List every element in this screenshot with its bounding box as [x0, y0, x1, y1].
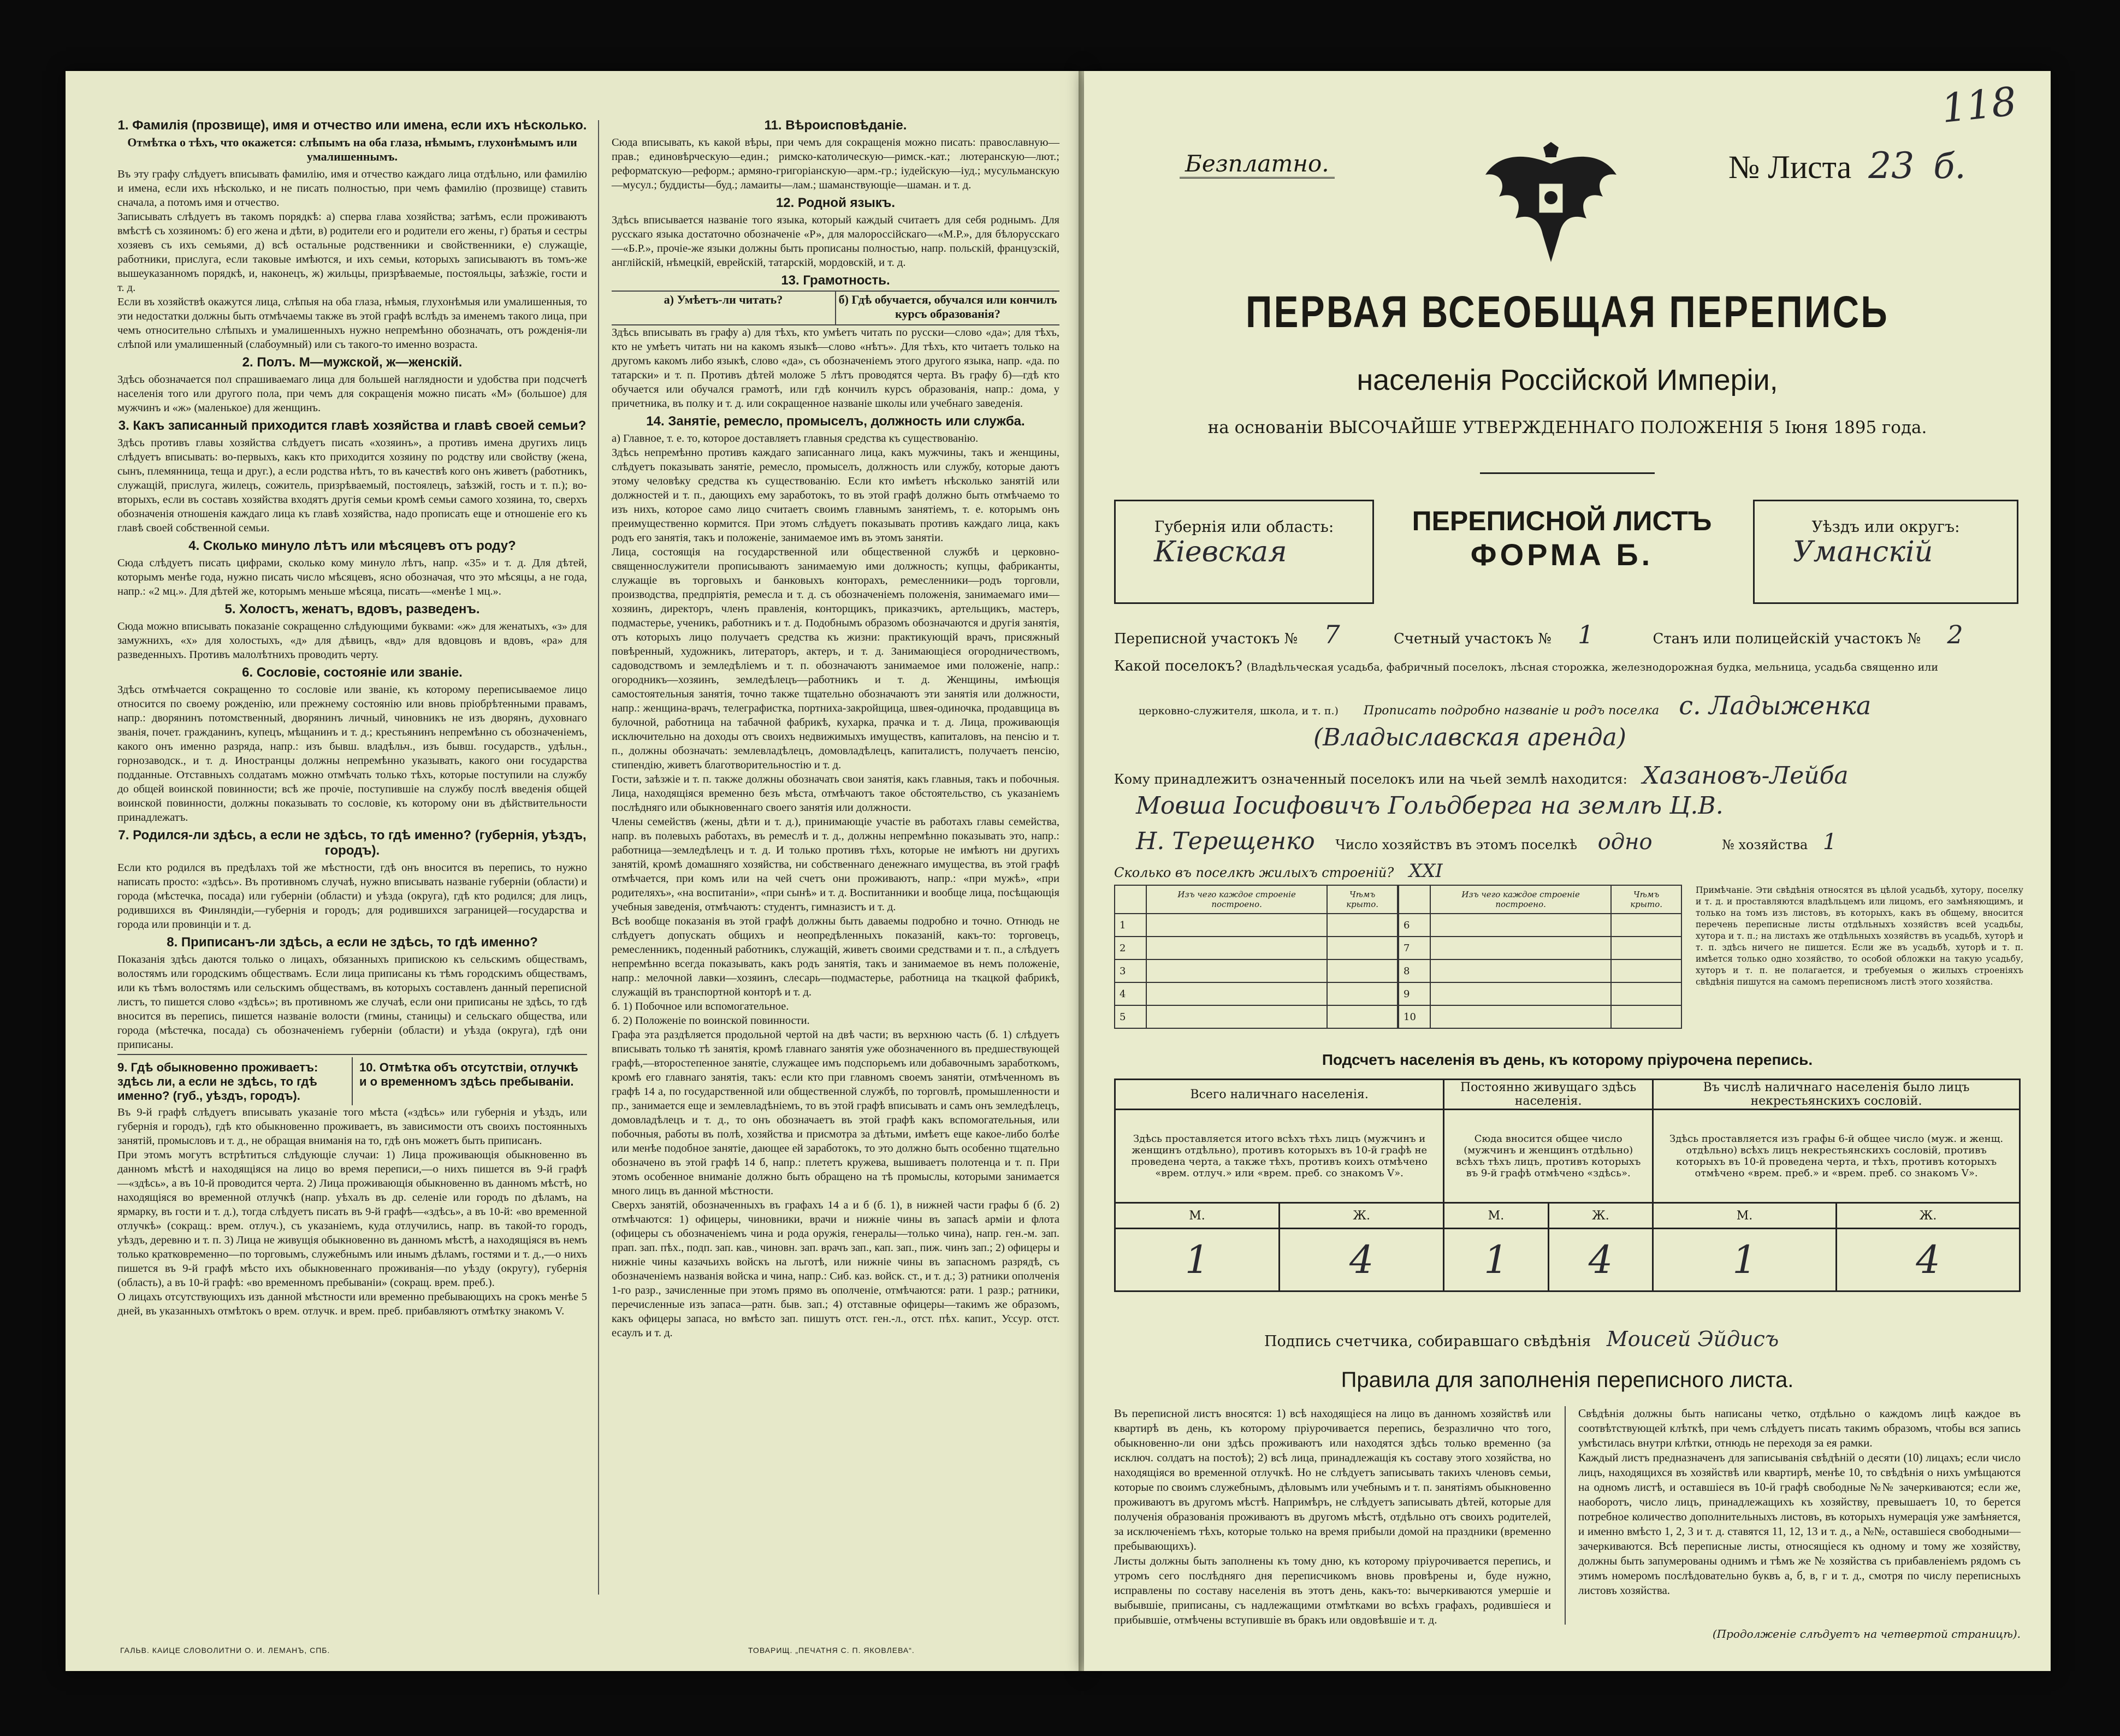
- uezd-label: Уѣздъ или округъ:: [1811, 518, 1960, 536]
- building-row: [1115, 982, 1397, 1005]
- building-material-cell: [1430, 959, 1611, 982]
- building-roof-cell: [1611, 959, 1681, 982]
- section-text: Если кто родился въ предѣлахъ той же мѣстности, гдѣ онъ вносится въ перепись, то нужно написать просто: «здѣсь». Въ противномъ случаѣ, нужно вписывать названіе губерніи (области) и города (мѣстечка, посада) или губерніи (области) и уѣзда (округа), гдѣ кто родился; для лицъ, родившихся въ Финляндіи,—губернія и городъ; для родившихся заграницей—государства и города или провинціи и т. д.: [117, 862, 587, 931]
- form-title-block: [1371, 500, 1753, 572]
- female-count-value: 4: [1548, 1229, 1653, 1291]
- bt-left-body: [1115, 914, 1397, 1028]
- building-row-number: 10: [1399, 1005, 1430, 1028]
- household-no-label: № хозяйства: [1722, 837, 1808, 852]
- count-group-description: Здѣсь проставляется итого всѣхъ тѣхъ лицъ (мужчинъ и женщинъ отдѣльно), противъ которыхъ въ 10-й графѣ не проведена черта, а также тѣхъ, противъ коихъ отмѣчено «врем. отлуч.» или «врем. преб. со знакомъ V».: [1115, 1110, 1444, 1203]
- building-roof-cell: [1611, 937, 1681, 959]
- building-roof-cell: [1327, 914, 1397, 937]
- section-title: 4. Сколько минуло лѣтъ или мѣсяцевъ отъ роду?: [188, 538, 516, 553]
- building-roof-cell: [1327, 1005, 1397, 1028]
- instructions-column-2: [612, 115, 1059, 1340]
- section-subtitle: Отмѣтка о тѣхъ, что окажется: слѣпымъ на оба глаза, нѣмымъ, глухонѣмымъ или умалишеннымъ.: [127, 135, 577, 163]
- section-text: Здѣсь отмѣчается сокращенно то сословіе или званіе, къ которому переписываемое лицо относится по своему рожденію, или прежнему состоянію или вновь пріобрѣтенными правамъ, напр.: дворянинъ потомственный, дворянинъ личный, чиновникъ не изъ дворянъ, духовнаго званія, почет. гражданинъ, купецъ, мѣщанинъ и т. д.; крестьянинъ непремѣнно съ обозначеніемъ, какого онъ именно разряда, напр.: изъ бывш. владѣльч., изъ бывш. государств., удѣльн., горнозаводск., и т. д. Иностранцы должны непремѣнно указывать, какого они государства подданные. Отставныхъ солдатамъ можно отмѣчать только тѣхъ, которые поступили на службу до общей воинской повинности; всѣ же прочіе, поступившіе на службу послѣ введенія общей воинской повинности, должны показывать то сословіе, къ которому они въ дѣйствительности принадлежатъ.: [117, 684, 587, 823]
- male-count-value: 1: [1115, 1229, 1280, 1291]
- building-row-number: 7: [1399, 937, 1430, 959]
- col2-sections: [612, 118, 1059, 288]
- signature-value: Моисей Эйдисъ: [1606, 1327, 1779, 1351]
- signature-line: [1264, 1327, 1779, 1351]
- col1-sections: [117, 118, 587, 1052]
- building-roof-cell: [1611, 1005, 1681, 1028]
- sec9-10-block: [117, 1054, 587, 1105]
- counting-area-label: Счетный участокъ №: [1393, 631, 1551, 647]
- column-divider: [598, 120, 599, 1595]
- census-basis: на основаніи ВЫСОЧАЙШЕ УТВЕРЖДЕННАГО ПОЛОЖЕНІЯ 5 Іюня 1895 года.: [1207, 418, 1927, 437]
- households-label: Число хозяйствъ въ этомъ поселкѣ: [1335, 837, 1578, 852]
- section-title: 6. Сословіе, состояніе или званіе.: [242, 665, 463, 680]
- building-roof-cell: [1611, 982, 1681, 1005]
- location-line-2: [1114, 658, 2021, 674]
- sec9-text: Въ 9-й графѣ слѣдуетъ вписывать указаніе того мѣста («здѣсь» или губернія и уѣздъ, или губернія и городъ), гдѣ кто обыкновенно проживаетъ, въ зависимости отъ своихъ постоянныхъ занятій, промысловъ и т. д., не обращая вниманія на то, гдѣ онъ можетъ быть приписанъ. При этомъ могутъ встрѣтиться слѣдующіе случаи: 1) Лица проживающія обыкновенно въ данномъ мѣстѣ и находящіяся на лицо во время переписи,—о нихъ пишется въ 9-й графѣ—«здѣсь», а въ 10-й проводится черта. 2) Лица проживающія обыкновенно въ данномъ мѣстѣ, но находящіяся во временной отлучкѣ (напр. уѣхалъ въ др. селеніе или городъ по дѣламъ, на ярмарку, въ гости и т. д.), тогда слѣдуетъ писать въ 9-й графѣ—«здѣсь», а въ 10-й: «во временной отлучкѣ» (сокращ.: врем. отлуч.), съ указаніемъ, куда отлучились, напр. въ такой-то городъ, уѣздъ, деревню и т. п. 3) Лица не живущія обыкновенно въ данномъ мѣстѣ, а находящіяся въ немъ только кратковременно—по торговымъ, служебнымъ или инымъ дѣламъ, гостями и т. д.,—о нихъ пишется въ 9-й графѣ мѣсто ихъ обыкновеннаго проживанія—по уѣзду (округу), губернія (область), а въ 10-й графѣ: «во временномъ пребываніи» (сокращ. врем. преб.). О лицахъ отсутствующихъ изъ данной мѣстности или временно пребывающихъ на срокъ менѣе 5 дней, въ указанныхъ отмѣтокъ о врем. отлучк. и врем. преб. прибавляютъ отмѣтку знакомъ V.: [117, 1106, 587, 1317]
- form-title: ПЕРЕПИСНОЙ ЛИСТЪ: [1412, 506, 1712, 536]
- pt-mf-row: [1115, 1203, 2020, 1229]
- male-count-value: 1: [1444, 1229, 1548, 1291]
- section-title: 3. Какъ записанный приходится главѣ хозяйства и главѣ своей семьи?: [118, 418, 587, 433]
- printer-footer-left: ГАЛЬВ. КАИЦЕ СЛОВОЛИТНИ О. И. ЛЕМАНЪ, СПБ.: [120, 1646, 330, 1655]
- title-rule: [1480, 472, 1655, 474]
- census-area-label: Переписной участокъ №: [1114, 631, 1298, 647]
- section-title: 13. Грамотность.: [781, 273, 890, 288]
- sec13-subheads: [612, 291, 1059, 325]
- section-text: Въ эту графу слѣдуетъ вписывать фамилію, имя и отчество каждаго лица отдѣльно, или фамилію и имена, если ихъ нѣсколько, и не писать полностью, при чемъ фамилію (прозвище) ставить сначала, а потомъ имя и отчество. Записывать слѣдуетъ въ такомъ порядкѣ: а) сперва глава хозяйства; затѣмъ, если проживаютъ вмѣстѣ съ хозяиномъ: б) его жена и дѣти, в) родители его и родители его жены, г) братья и сестры хозяевъ съ ихъ семьями, д) всѣ остальные родственники и свойственники, е) служащіе, работники, прислуга, если таковые имѣются, и ихъ семьи, которыхъ записываютъ въ томъ-же вышеуказанномъ порядкѣ, и, наконецъ, ж) жильцы, призрѣваемые, постояльцы, заѣзжіе, гости и т. д. Если въ хозяйствѣ окажутся лица, слѣпыя на оба глаза, нѣмыя, глухонѣмыя или умалишенныя, то эти недостатки должны быть отмѣчаемы также въ этой графѣ вслѣдъ за именемъ такого лица, при чемъ относительно слѣпыхъ и умалишенныхъ нужно непремѣнно обозначать, отъ рожденія-ли слѣпой или умалишенный (слабоумный) или съ такого-то именно возраста.: [117, 168, 587, 351]
- list-number-label: № Листа: [1728, 149, 1852, 185]
- building-material-cell: [1146, 1005, 1327, 1028]
- building-material-cell: [1430, 1005, 1611, 1028]
- free-label: Безплатно.: [1180, 150, 1335, 179]
- pt-desc-row: [1115, 1110, 2020, 1203]
- census-title: ПЕРВАЯ ВСЕОБЩАЯ ПЕРЕПИСЬ: [1245, 287, 1890, 337]
- building-roof-cell: [1611, 914, 1681, 937]
- male-label: М.: [1444, 1203, 1548, 1229]
- rules-left: Въ переписной листъ вносятся: 1) всѣ находящіеся на лицо въ данномъ хозяйствѣ или квартирѣ въ день, къ которому пріурочивается перепись, безразлично что того, обыкновенно-ли они здѣсь проживаютъ или находятся здѣсь только временно (за исключ. солдатъ на постоѣ); 2) всѣ лица, принадлежащія къ составу этого хозяйства, но находящіяся во временной отлучкѣ. Но не слѣдуетъ записывать такихъ членовъ семьи, которые по своимъ служебнымъ, дѣловымъ или учебнымъ и т. п. занятіямъ обыкновенно проживаютъ въ другомъ мѣстѣ. Напримѣръ, не слѣдуетъ записывать дѣтей, которые для полученія образованія проживаютъ въ другомъ мѣстѣ, отдѣльно отъ своихъ родителей, за исключеніемъ тѣхъ, которые только на время прибыли домой на праздники (временно пребывающихъ). Листы должны быть заполнены къ тому дню, къ которому пріурочивается перепись, и утромъ сего послѣдняго дня переписчикомъ вновь провѣрены и, буде нужно, исправлены по составу населенія въ этотъ день, какъ-то: вычеркиваются умершіе и выбывшіе, приписаны, съ надлежащими отмѣтками во всѣхъ графахъ, родившіеся и прибывшіе, отмѣчены вступившіе въ бракъ или овдовѣвшіе и т. д.: [1114, 1407, 1551, 1626]
- count-group-head: Всего наличнаго населенія.: [1115, 1080, 1444, 1110]
- building-row-number: 6: [1399, 914, 1430, 937]
- building-row-number: 4: [1115, 982, 1146, 1005]
- building-row: [1115, 937, 1397, 959]
- building-roof-cell: [1327, 982, 1397, 1005]
- rules-divider: [1565, 1406, 1566, 1625]
- count-group-description: Сюда вносится общее число (мужчинъ и женщинъ отдѣльно) всѣхъ тѣхъ лицъ, противъ которыхъ въ 9-й графѣ отмѣчено «здѣсь».: [1444, 1110, 1653, 1203]
- section-title: 12. Родной языкъ.: [775, 195, 896, 210]
- pt-value-row: [1115, 1229, 2020, 1291]
- building-row: [1399, 1005, 1681, 1028]
- section-title: 7. Родился-ли здѣсь, а если не здѣсь, то гдѣ именно? (губернія, уѣздъ, городъ).: [118, 828, 587, 858]
- settlement-instruction: Прописать подробно названіе и родъ поселка: [1364, 704, 1660, 718]
- building-row-number: 8: [1399, 959, 1430, 982]
- female-count-value: 4: [1837, 1229, 2020, 1291]
- owner-label: Кому принадлежитъ означенный поселокъ или на чьей землѣ находится:: [1114, 772, 1627, 787]
- buildings-label: Сколько въ поселкѣ жилыхъ строеній?: [1114, 865, 1394, 880]
- printer-footer-right: ТОВАРИЩ. „ПЕЧАТНЯ С. П. ЯКОВЛЕВА“.: [748, 1646, 915, 1655]
- building-row: [1399, 914, 1681, 937]
- settlement-value: с. Ладыженка: [1679, 691, 1872, 720]
- buildings-table-left: [1114, 885, 1398, 1029]
- sec9-title: 9. Гдѣ обыкновенно проживаетъ: здѣсь ли, а если не здѣсь, то гдѣ именно? (губ., уѣздъ, городъ).: [117, 1060, 318, 1103]
- section-text: Показанія здѣсь даются только о лицахъ, обязанныхъ припискою къ сельскимъ обществамъ, волостямъ или городскимъ обществамъ. Если лица приписаны къ тѣмъ городскимъ обществамъ, или къ тѣмъ волостямъ или сельскимъ обществамъ, въ которыхъ составленъ данный переписной листъ, то пишется слово «здѣсь»; въ противномъ же случаѣ, если они приписаны не здѣсь, то гдѣ вносится въ перепись, пишется названіе волости (гмины, станицы) и сельскаго общества, или города (мѣстечка, посада) съ обозначеніемъ губерніи (области) и уѣзда (округа), гдѣ они приписаны.: [117, 953, 587, 1051]
- stan-value: 2: [1947, 620, 1963, 649]
- sec13-text: Здѣсь вписывать въ графу а) для тѣхъ, кто умѣетъ читать по русски—слово «да»; для тѣхъ, кто не умѣетъ читать ни на какомъ языкѣ—слово «нѣтъ». Для тѣхъ, кто читаетъ только на другомъ какомъ либо языкѣ, слово «да», съ обозначеніемъ этого другого языка, напр. «да. по татарски» и т. п. Противъ дѣтей моложе 5 лѣтъ проводятся черта. Въ графу б)—гдѣ кто обучается или обучался грамотѣ, или гдѣ кончилъ курсъ образованія, напр.: дома, у причетника, въ полку и т. д. или сокращенное названіе школы или учебнаго заведенія.: [612, 327, 1059, 410]
- building-material-cell: [1146, 959, 1327, 982]
- sec13b-title: б) Гдѣ обучается, обучался или кончилъ курсъ образованія?: [838, 293, 1057, 321]
- bt-left-head-what: Изъ чего каждое строеніе построено.: [1146, 885, 1327, 914]
- building-row-number: 9: [1399, 982, 1430, 1005]
- list-number-value: 23: [1868, 145, 1915, 187]
- gubernia-box: [1114, 500, 1374, 604]
- instructions-column-1: [117, 115, 587, 1318]
- building-row: [1115, 1005, 1397, 1028]
- uezd-value: Уманскій: [1793, 536, 1933, 568]
- female-label: Ж.: [1837, 1203, 2020, 1229]
- male-label: М.: [1115, 1203, 1280, 1229]
- count-group-description: Здѣсь проставляется изъ графы 6-й общее число (муж. и женщ. отдѣльно) всѣхъ лицъ некрестьянскихъ сословій, противъ которыхъ въ 10-й проведена черта, и тѣхъ, противъ которыхъ отмѣчено «врем. преб.» и «врем. преб. со знакомъ V».: [1653, 1110, 2020, 1203]
- section-title: 5. Холостъ, женатъ, вдовъ, разведенъ.: [224, 602, 480, 617]
- male-count-value: 1: [1653, 1229, 1837, 1291]
- bt-right-body: [1399, 914, 1681, 1028]
- counting-area-value: 1: [1577, 620, 1594, 649]
- settlement-label: Какой поселокъ?: [1114, 658, 1242, 674]
- section-text: Сюда вписывать, къ какой вѣры, при чемъ для сокращенія можно писать: православную—прав.; единовѣрческую—един.; римско-католическую—римск.-кат.; лютеранскую—лют.; реформатскую—реформ.; армяно-григоріанскую—арм.-гр.; іудейскую—іуд.; мусульманскую—мусул.; буддисты—буд.; ламаиты—лам.; шаманствующіе—шаман. и т. д.: [612, 137, 1059, 191]
- right-page: [1084, 71, 2051, 1671]
- male-label: М.: [1653, 1203, 1837, 1229]
- building-material-cell: [1146, 982, 1327, 1005]
- building-row-number: 3: [1115, 959, 1146, 982]
- sec10-title: 10. Отмѣтка объ отсутствіи, отлучкѣ и о временномъ здѣсь пребываніи.: [359, 1060, 578, 1088]
- owner-value-3: Н. Терещенко: [1136, 827, 1315, 855]
- list-number: [1728, 145, 1966, 187]
- settlement-value-2: (Владыславская аренда): [1313, 724, 1626, 751]
- building-material-cell: [1146, 937, 1327, 959]
- owner-value-2: Мовша Іосифовичъ Гольдберга на землѣ Ц.В.: [1136, 792, 1724, 820]
- section-text: Сюда можно вписывать показаніе сокращенно слѣдующими буквами: «ж» для женатыхъ, «з» для замужнихъ, «х» для холостыхъ, «д» для дѣвицъ, «вд» для вдовцовъ и вдовъ, «ра» для разведенныхъ. Противъ малолѣтнихъ проводить черту.: [117, 620, 587, 661]
- sec9-divider: [352, 1057, 353, 1105]
- gubernia-label: Губернія или область:: [1154, 518, 1334, 536]
- household-no-value: 1: [1822, 830, 1837, 855]
- location-line-1: [1114, 620, 2021, 649]
- female-count-value: 4: [1280, 1229, 1444, 1291]
- signature-label: Подпись счетчика, собиравшаго свѣдѣнія: [1264, 1333, 1591, 1350]
- building-row-number: 2: [1115, 937, 1146, 959]
- location-line-3: [1139, 691, 2023, 720]
- location-line-4: [1114, 762, 2021, 790]
- building-row: [1399, 937, 1681, 959]
- owner-value: Хазановъ-Лейба: [1642, 762, 1849, 790]
- building-row-number: 1: [1115, 914, 1146, 937]
- imperial-eagle-icon: [1477, 131, 1625, 273]
- stan-label: Станъ или полицейскій участокъ №: [1653, 631, 1921, 647]
- sec14-title: 14. Занятіе, ремесло, промыселъ, должность или служба.: [646, 414, 1025, 429]
- bt-left-head-roof: Чѣмъ крыто.: [1327, 885, 1397, 914]
- building-roof-cell: [1327, 937, 1397, 959]
- count-title: Подсчетъ населенія въ день, къ которому пріурочена перепись.: [1322, 1051, 1813, 1068]
- pt-head-row: [1115, 1080, 2020, 1110]
- continued-note: (Продолженіе слѣдуетъ на четвертой страницѣ).: [1712, 1627, 2021, 1640]
- buildings-note: Примѣчаніе. Эти свѣдѣнія относятся въ цѣлой усадьбѣ, хутору, поселку и т. д. и проставляются владѣльцемъ или лицомъ, его замѣняющимъ, и только на томъ изъ листовъ, въ которыхъ, какъ въ общему, вносится перечень переписные листы отдѣльныхъ хозяйствъ всей усадьбы, хутора и т. п.; на листахъ же отдѣльныхъ хозяйствъ въ усадьбѣ, хуторѣ и т. п. здѣсь ничего не пишется. Если же въ усадьбѣ, хуторѣ и т. п. имѣется только одно хозяйство, то особой обложки на такую усадьбу, хуторъ и т. п. не полагается, и требуемыя о жилыхъ строеніяхъ свѣдѣнія пишутся на самомъ переписномъ листѣ этого хозяйства.: [1696, 885, 2023, 987]
- section-title: 8. Приписанъ-ли здѣсь, а если не здѣсь, то гдѣ именно?: [167, 935, 538, 950]
- building-material-cell: [1430, 982, 1611, 1005]
- building-row-number: 5: [1115, 1005, 1146, 1028]
- count-group-head: Постоянно живущаго здѣсь населенія.: [1444, 1080, 1653, 1110]
- left-page: [66, 71, 1081, 1671]
- population-count-table: [1114, 1079, 2021, 1292]
- building-row: [1115, 959, 1397, 982]
- section-title: 1. Фамилія (прозвище), имя и отчество или имена, если ихъ нѣсколько.: [117, 118, 587, 133]
- section-title: 2. Полъ. М—мужской, ж—женскій.: [242, 355, 463, 370]
- bt-right-head-what: Изъ чего каждое строеніе построено.: [1430, 885, 1611, 914]
- uezd-box: [1753, 500, 2018, 604]
- bt-right-head-roof: Чѣмъ крыто.: [1611, 885, 1681, 914]
- rules-title: Правила для заполненія переписного листа.: [1341, 1368, 1794, 1392]
- building-row: [1399, 959, 1681, 982]
- settlement-hint-2: церковно-служителя, школа, и т. п.): [1139, 705, 1339, 717]
- count-group-head: Въ числѣ наличнаго населенія было лицъ некрестьянскихъ сословій.: [1653, 1080, 2020, 1110]
- census-area-value: 7: [1324, 620, 1340, 649]
- census-subtitle: населенія Россійской Имперіи,: [1357, 364, 1778, 396]
- building-material-cell: [1430, 937, 1611, 959]
- building-material-cell: [1146, 914, 1327, 937]
- building-roof-cell: [1327, 959, 1397, 982]
- gubernia-value: Кіевская: [1154, 536, 1287, 568]
- households-value: одно: [1597, 830, 1653, 855]
- form-subtitle: ФОРМА Б.: [1470, 537, 1654, 572]
- section-text: Здѣсь обозначается пол спрашиваемаго лица для большей наглядности и удобства при подсчетѣ населенія того или другого пола, при чемъ для сокращенія можно писать «М» (большое) для мужчинъ и «ж» (маленькое) для женщинъ.: [117, 374, 587, 414]
- buildings-table-right: [1398, 885, 1682, 1029]
- section-text: Здѣсь вписывается названіе того языка, который каждый считаетъ для себя роднымъ. Для русскаго языка достаточно обозначеніе «Р», для малороссійскаго—«М.Р.», для бѣлорусскаго—«Б.Р.», прочіе-же языки должны быть прописаны полностью, напр. польскій, французскій, англійскій, нѣмецкій, еврейскій, татарскій, мордовскій, и т. д.: [612, 214, 1059, 269]
- section-text: Здѣсь противъ главы хозяйства слѣдуетъ писать «хозяинъ», а противъ имена другихъ лицъ слѣдуетъ вписывать: во-первыхъ, какъ кто приходится хозяину по родству или свойству (жена, сынъ, племянница, теща и друг.), а если родства нѣтъ, то въ качествѣ кого онъ живетъ (работникъ, служащій, прислуга, жилецъ, сожитель, призрѣваемый, постоялецъ, заѣзжій, гость и т. п.); во-вторыхъ, если въ составъ хозяйства входятъ другія семьи кромѣ семьи самого хозяина, то, сверхъ обозначенія отношенія каждаго лица къ главѣ хозяйства, надо прописать еще и отношеніе его къ главѣ своей собственной семьи.: [117, 437, 587, 534]
- section-text: Сюда слѣдуетъ писать цифрами, сколько кому минуло лѣтъ, напр. «35» и т. д. Для дѣтей, которымъ менѣе года, нужно писать число мѣсяцевъ, ясно обозначая, что это мѣсяцы, а не года, напр.: «2 мц.». Для дѣтей же, которымъ меньше мѣсяца, писать—«менѣе 1 мц.».: [117, 557, 587, 597]
- rules-right: Свѣдѣнія должны быть написаны четко, отдѣльно о каждомъ лицѣ каждое въ соотвѣтствующей клѣткѣ, при чемъ слѣдуетъ писать такимъ образомъ, чтобы вся запись умѣстилась внутри клѣтки, отнюдь не переходя за ея рамки. Каждый листъ предназначенъ для записыванія свѣдѣній о десяти (10) лицахъ; если число лицъ, находящихся въ хозяйствѣ или квартирѣ, менѣе 10, то свѣдѣнія о нихъ умѣщаются на одномъ листѣ, и оставшіеся въ 10-й графѣ свободные №№ зачеркиваются; если же, наоборотъ, число лицъ, принадлежащихъ къ хозяйству, превышаетъ 10, то берется потребное количество дополнительныхъ листовъ, въ которыхъ нумерація уже замѣняется, и именно вмѣсто 1, 2, 3 и т. д. ставятся 11, 12, 13 и т. д., а №№, оставшіеся свободными—зачеркиваются. Всѣ переписные листы, относящіеся къ одному и тому же хозяйству, должны быть запумерованы однимъ и тѣмъ же № хозяйства съ прибавленіемъ рядомъ съ этимъ номеромъ послѣдовательно буквъ а, б, в, г и т. д., смотря по числу переписныхъ листовъ хозяйства.: [1578, 1407, 2021, 1597]
- section-title: 11. Вѣроисповѣданіе.: [764, 118, 907, 133]
- sec13a-title: а) Умѣетъ-ли читать?: [664, 293, 783, 306]
- building-row: [1399, 982, 1681, 1005]
- sec14-text: а) Главное, т. е. то, которое доставляетъ главныя средства къ существованію. Здѣсь непремѣнно противъ каждаго записаннаго лица, какъ мужчины, такъ и женщины, слѣдуетъ показывать занятіе, ремесло, промыселъ, должность или службу, которые даютъ этому человѣку средства къ существованію. Если кто имѣетъ нѣсколько занятій или должностей и т. п., дающихъ ему заработокъ, то въ этой графѣ должно быть отмѣчаемо то изъ нихъ, которое само лицо считаетъ своимъ главнымъ занятіемъ, т. е. которымъ онъ преимущественно кормится. При этомъ слѣдуетъ показывать противъ каждаго лица, какъ родъ его занятія, такъ и положеніе, занимаемое имъ въ этомъ занятіи. Лица, состоящія на государственной или общественной службѣ и церковно-священнослужители прописываютъ занимаемую ими должность; купцы, фабриканты, служащіе въ торговыхъ и банковыхъ конторахъ, ремесленники—родъ торговли, производства, предпріятія, ремесла и т. д. съ обозначеніемъ положенія, занимаемаго ими—хозяинъ, директоръ, членъ правленія, конторщикъ, приказчикъ, артельщикъ, мастеръ, подмастерье, ученикъ, работникъ и т. д. Подобнымъ образомъ обозначаются и другія занятія, отъ которыхъ лицо получаетъ средства къ жизни: практикующій врачъ, присяжный повѣренный, художникъ, литераторъ, актеръ, и т. д. Занимающіеся огородничествомъ, садоводствомъ и земледѣліемъ и т. п. обозначаютъ занимаемое ими положеніе, напр.: огородникъ—хозяинъ, земледѣлецъ—работникъ и т. д. Женщины, имѣющія самостоятельныя занятія, точно также тщательно обозначаютъ эти занятія или должности, напр.: женщина-врачъ, телеграфистка, портниха-закройщица, швея-одиночка, продавщица въ булочной, работница на табачной фабрикѣ, кухарка, прачка и т. д. Лица, проживающія исключительно на доходы отъ своихъ недвижимыхъ имуществъ, капиталовъ, на пенсію и т. п., должны обозначать: землевладѣлецъ, домовладѣлецъ, капиталистъ, получаетъ пенсію, стипендію, живетъ благотворительностію и т. д. Гости, заѣзжіе и т. п. также должны обозначать свои занятія, какъ главныя, такъ и побочныя. Лица, находящіяся временно безъ мѣста, отмѣчаютъ такое обстоятельство, съ указаніемъ послѣдняго или обыкновеннаго своего занятія или должности. Члены семействъ (жены, дѣти и т. д.), принимающіе участіе въ работахъ главы семейства, напр. въ полевыхъ работахъ, въ ремеслѣ и т. д., должны непремѣнно показывать это, напр.: работница—земледѣлецъ и т. д. И только противъ тѣхъ, которые не имѣютъ ни другихъ занятій, кромѣ домашняго хозяйства, ни собственнаго денежнаго имущества, въ этой графѣ отмѣчается, при комъ или на чей счетъ они проживаютъ, напр.: «при мужѣ», «при родителяхъ», «на воспитаніи», «при сынѣ» и т. д. Воспитанники и вообще лица, посѣщающія учебныя заведенія, отмѣчаютъ: студентъ, гимназистъ и т. д. Всѣ вообще показанія въ этой графѣ должны быть даваемы подробно и точно. Отнюдь не слѣдуетъ допускать общихъ и неопредѣленныхъ показаній, какъ-то: торговецъ, ремесленникъ, поденный работникъ, служащій, живетъ своими средствами и т. п., а слѣдуетъ непремѣнно всегда показывать, какъ родъ занятія, такъ и занимаемое въ немъ положеніе, напр.: мелочной лавки—хозяинъ, слесарь—подмастерье, работница на ткацкой фабрикѣ, служащій въ транспортной конторѣ и т. д. б. 1) Побочное или вспомогательное. б. 2) Положеніе по воинской повинности. Графа эта раздѣляется продольной чертой на двѣ части; въ верхнюю часть (б. 1) слѣдуетъ вписывать только тѣ занятія, кромѣ главнаго занятія уже обозначенного въ предшествующей графѣ,—второстепенное занятіе, служащее имъ подспорьемъ или добавочнымъ заработкомъ, кромѣ его главнаго занятія, такъ: если кто при главномъ своемъ занятіи, отмѣченномъ въ графѣ 14 а, по государственной или общественной службѣ, по торговлѣ, промышленности и пр., занимается еще и землевладѣніемъ, то въ этой графѣ вписывать и самъ онъ земледѣлецъ, домовладѣлецъ и т. д., то онъ обозначаетъ въ этой графѣ какъ вспомогательныя, или побочныя, работы въ полѣ, хозяйства и присмотра за дѣтьми, имѣетъ еще какое-либо болѣе или менѣе подобное занятіе, дающее ей заработокъ, то это должно быть особенно тщательно обозначено въ этой графѣ 14 б, напр.: плететъ кружева, вышиваетъ полотенца и т. п. При этомъ особенное вниманіе должно быть обращено на тѣ промыслы, которыми занимается много лицъ въ данной мѣстности. Сверхъ занятій, обозначенныхъ въ графахъ 14 а и б (б. 1), в нижней части графы б (б. 2) отмѣчаются: 1) офицеры, чиновники, врачи и нижніе чины въ запасѣ арміи и флота (офицеры съ обозначеніемъ чина и рода оружія, генералы—только чина), напр. ген.-м. зап. прап. зап. пѣх., подп. зап. кав., чиновн. зап. врачъ зап., кап. зап., пиж. чинъ зап.; 2) офицеры и нижніе чины казачьихъ войскъ на льготѣ, или нижніе чины въ запасномъ разрядѣ, съ обозначеніемъ названія войска и чина, напр.: Сиб. каз. войск. ст., и т. д.; 3) ратники ополченія 1-го разр., зачисленные при этомъ прямо въ ополченіе, отмѣчаются: рати. 1 разр.; ратники, перечисленные изъ запаса—ратн. быв. зап.; 4) отставные офицеры—такимъ же образомъ, какъ офицеры запаса, но вмѣсто зап. пишутъ отст. ген.-л., отст. пѣх. капит., Уссур. отст. есаулъ и т. д.: [612, 432, 1059, 1339]
- location-line-7: [1114, 860, 1443, 882]
- settlement-hint: (Владѣльческая усадьба, фабричный поселокъ, лѣсная сторожка, железнодорожная будка, мельница, усадьба священно или: [1246, 661, 1938, 673]
- female-label: Ж.: [1280, 1203, 1444, 1229]
- building-material-cell: [1430, 914, 1611, 937]
- female-label: Ж.: [1548, 1203, 1653, 1229]
- location-line-6: [1136, 827, 2021, 855]
- buildings-value: XXI: [1408, 860, 1443, 882]
- list-number-mark: б.: [1933, 146, 1966, 187]
- building-row: [1115, 914, 1397, 937]
- corner-page-number: 118: [1939, 78, 2019, 132]
